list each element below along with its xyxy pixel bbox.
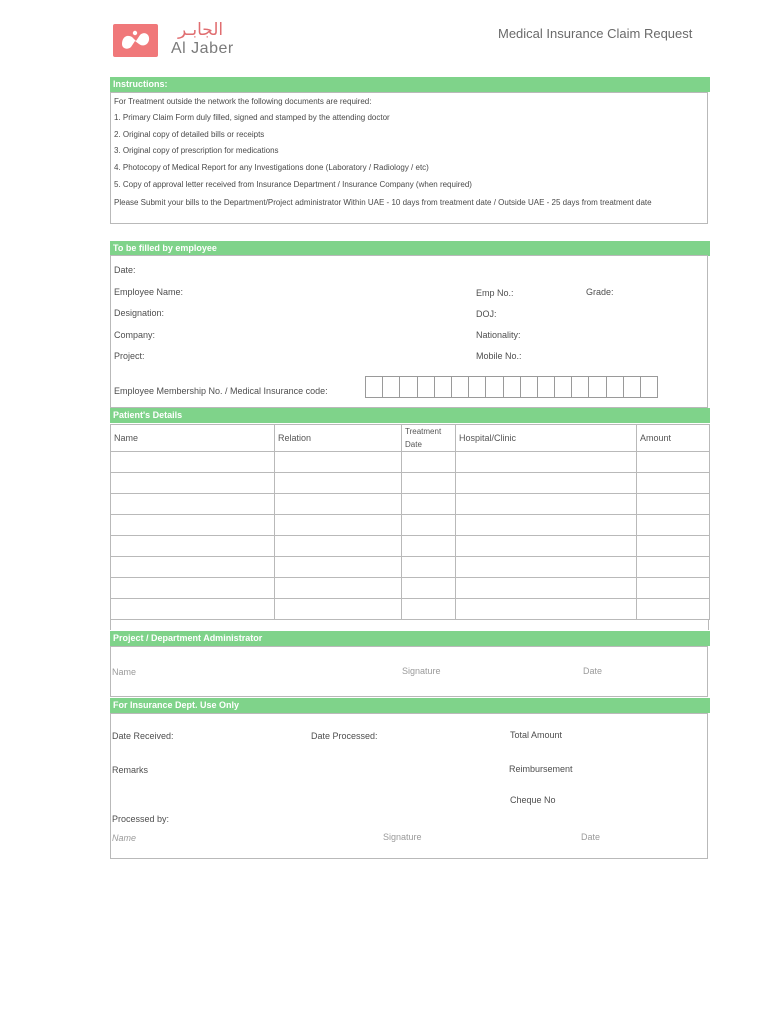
table-cell[interactable] [402, 473, 456, 494]
reimbursement-field[interactable]: Reimbursement [509, 764, 573, 774]
table-cell[interactable] [275, 473, 402, 494]
admin-name-field[interactable]: Name [112, 667, 137, 677]
table-cell[interactable] [637, 599, 710, 620]
logo-arabic-text: الجابـر [178, 20, 224, 40]
mobile-field-label[interactable]: Mobile No.: [476, 351, 522, 361]
employee-name-field-label[interactable]: Employee Name: [114, 287, 184, 297]
code-cell[interactable] [520, 376, 538, 398]
table-cell[interactable] [637, 557, 710, 578]
table-cell[interactable] [402, 536, 456, 557]
table-cell[interactable] [275, 494, 402, 515]
date-processed-field[interactable]: Date Processed: [311, 731, 378, 741]
code-cell[interactable] [554, 376, 572, 398]
admin-section-header: Project / Department Administrator [110, 631, 710, 646]
table-row [111, 536, 710, 557]
table-cell[interactable] [637, 452, 710, 473]
document-title: Medical Insurance Claim Request [498, 26, 693, 41]
code-cell[interactable] [503, 376, 521, 398]
nationality-field-label[interactable]: Nationality: [476, 330, 521, 340]
table-cell[interactable] [275, 515, 402, 536]
code-cell[interactable] [382, 376, 400, 398]
table-cell[interactable] [637, 473, 710, 494]
employee-section-header: To be filled by employee [110, 241, 710, 256]
table-row [111, 452, 710, 473]
table-cell[interactable] [456, 494, 637, 515]
code-cell[interactable] [606, 376, 624, 398]
instruction-item-5: 5. Copy of approval letter received from Insurance Department / Insurance Company (when required) [114, 180, 472, 189]
table-cell[interactable] [111, 452, 275, 473]
column-header-hospital: Hospital/Clinic [456, 425, 637, 452]
column-header-treatment-date: Treatment Date [402, 425, 456, 452]
table-header-row [111, 425, 710, 452]
code-cell[interactable] [537, 376, 555, 398]
table-cell[interactable] [456, 557, 637, 578]
column-header-amount: Amount [637, 425, 710, 452]
grade-field-label[interactable]: Grade: [586, 287, 614, 297]
total-amount-field[interactable]: Total Amount [510, 730, 563, 740]
table-cell[interactable] [111, 515, 275, 536]
code-cell[interactable] [623, 376, 641, 398]
company-field-label[interactable]: Company: [114, 330, 156, 340]
code-cell[interactable] [399, 376, 417, 398]
table-cell[interactable] [456, 515, 637, 536]
table-cell[interactable] [275, 578, 402, 599]
processed-by-label: Processed by: [112, 814, 170, 824]
table-cell[interactable] [402, 578, 456, 599]
code-cell[interactable] [417, 376, 435, 398]
table-cell[interactable] [111, 494, 275, 515]
processor-date-field[interactable]: Date [581, 832, 601, 842]
table-cell[interactable] [456, 578, 637, 599]
instruction-item-2: 2. Original copy of detailed bills or receipts [114, 130, 265, 139]
logo-english-text: Al Jaber [171, 40, 234, 57]
admin-date-field[interactable]: Date [583, 666, 603, 676]
date-received-field[interactable]: Date Received: [112, 731, 174, 741]
code-cell[interactable] [468, 376, 486, 398]
table-cell[interactable] [637, 494, 710, 515]
code-cell[interactable] [571, 376, 589, 398]
submission-note: Please Submit your bills to the Department/Project administrator Within UAE - 10 days from treatment date / Outside UAE - 25 days from treatment date [114, 198, 652, 207]
table-cell[interactable] [111, 578, 275, 599]
table-footer-gap [110, 619, 709, 630]
table-row [111, 557, 710, 578]
table-row [111, 599, 710, 620]
table-cell[interactable] [456, 536, 637, 557]
code-cell[interactable] [640, 376, 658, 398]
table-cell[interactable] [111, 536, 275, 557]
code-cell[interactable] [365, 376, 383, 398]
table-cell[interactable] [402, 557, 456, 578]
instruction-item-4: 4. Photocopy of Medical Report for any Investigations done (Laboratory / Radiology / etc) [114, 163, 429, 172]
cheque-no-field[interactable]: Cheque No [510, 795, 556, 805]
logo-mark-icon [120, 29, 151, 52]
remarks-field[interactable]: Remarks [112, 765, 149, 775]
table-cell[interactable] [456, 452, 637, 473]
instruction-item-1: 1. Primary Claim Form duly filled, signed and stamped by the attending doctor [114, 113, 390, 122]
patient-section-header: Patient's Details [110, 408, 710, 423]
patient-details-table [110, 424, 710, 620]
company-logo [113, 24, 158, 57]
membership-code-input[interactable] [365, 376, 657, 398]
table-cell[interactable] [111, 599, 275, 620]
instruction-item-3: 3. Original copy of prescription for medications [114, 146, 279, 155]
table-cell[interactable] [275, 452, 402, 473]
table-row [111, 494, 710, 515]
membership-code-label: Employee Membership No. / Medical Insurance code: [114, 386, 328, 396]
code-cell[interactable] [434, 376, 452, 398]
code-cell[interactable] [451, 376, 469, 398]
table-cell[interactable] [402, 494, 456, 515]
table-row [111, 578, 710, 599]
table-cell[interactable] [402, 599, 456, 620]
designation-field-label[interactable]: Designation: [114, 308, 165, 318]
table-cell[interactable] [275, 536, 402, 557]
table-cell[interactable] [637, 515, 710, 536]
table-cell[interactable] [456, 599, 637, 620]
table-cell[interactable] [275, 557, 402, 578]
table-row [111, 515, 710, 536]
code-cell[interactable] [485, 376, 503, 398]
doj-field-label[interactable]: DOJ: [476, 309, 497, 319]
instructions-header: Instructions: [110, 77, 710, 92]
table-cell[interactable] [402, 452, 456, 473]
admin-signature-field[interactable]: Signature [402, 666, 441, 676]
instructions-intro: For Treatment outside the network the following documents are required: [114, 97, 372, 106]
table-cell[interactable] [402, 515, 456, 536]
emp-no-field-label[interactable]: Emp No.: [476, 288, 514, 298]
table-cell[interactable] [456, 473, 637, 494]
insurance-section-header: For Insurance Dept. Use Only [110, 698, 710, 713]
date-field-label[interactable]: Date: [114, 265, 136, 275]
table-cell[interactable] [637, 536, 710, 557]
project-field-label[interactable]: Project: [114, 351, 145, 361]
processor-name-field[interactable]: Name [112, 833, 137, 843]
table-row [111, 473, 710, 494]
column-header-relation: Relation [275, 425, 402, 452]
column-header-name: Name [111, 425, 275, 452]
table-cell[interactable] [275, 599, 402, 620]
code-cell[interactable] [588, 376, 606, 398]
table-cell[interactable] [111, 557, 275, 578]
table-cell[interactable] [637, 578, 710, 599]
table-cell[interactable] [111, 473, 275, 494]
processor-signature-field[interactable]: Signature [383, 832, 422, 842]
